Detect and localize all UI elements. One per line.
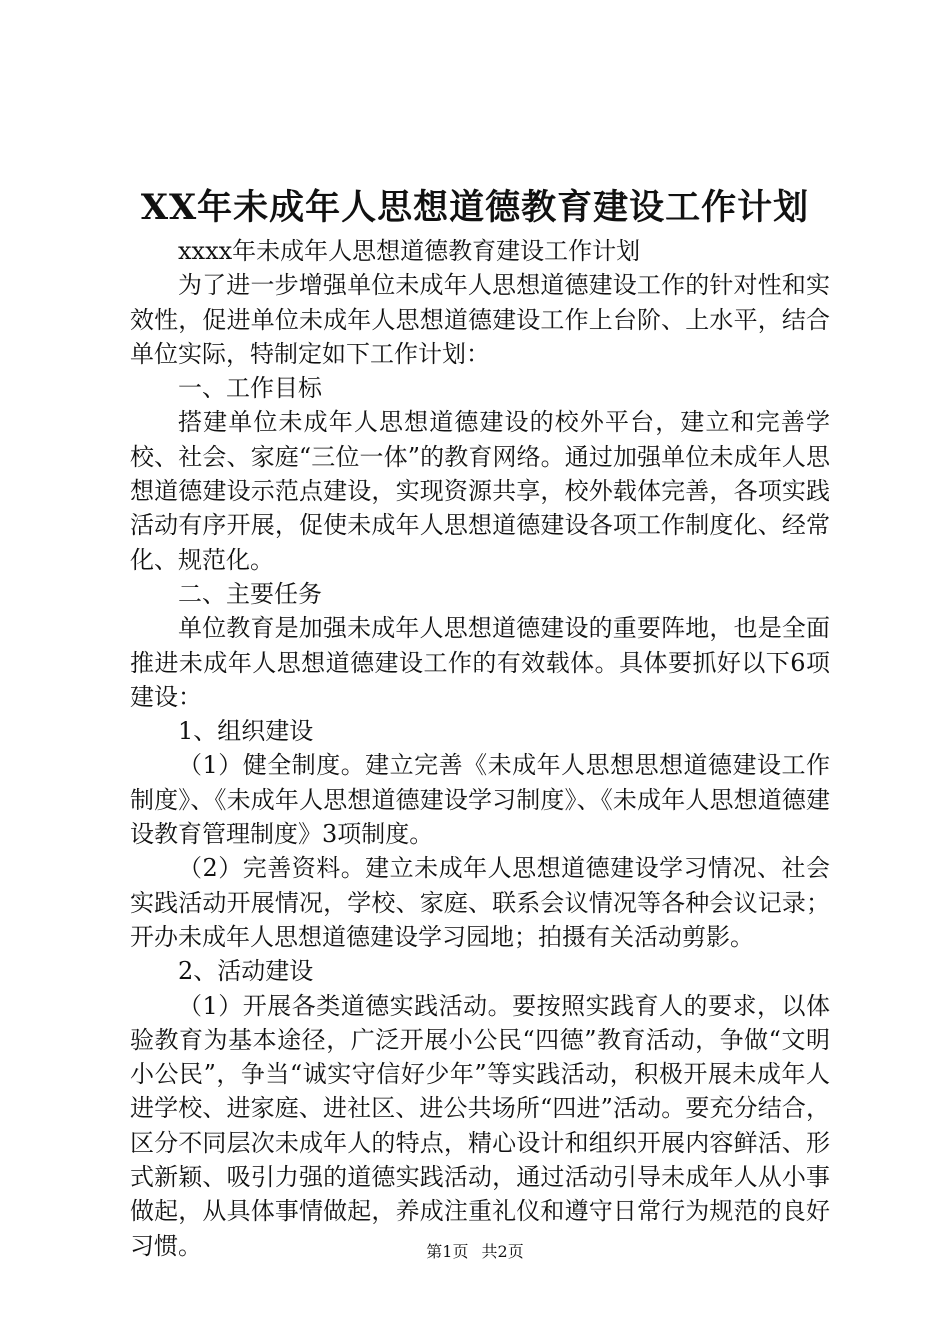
paragraph: xxxx年未成年人思想道德教育建设工作计划 [178,237,641,265]
document-title: XX年未成年人思想道德教育建设工作计划 [140,187,810,228]
paragraph: 为了进一步增强单位未成年人思想道德建设工作的针对性和实效性，促进单位未成年人思想道德建设工作上台阶、上水平，结合单位实际，特制定如下工作计划： [130,271,830,368]
page-footer [0,1240,950,1264]
paragraph: 搭建单位未成年人思想道德建设的校外平台，建立和完善学校、社会、家庭“三位一体”的教育网络。通过加强单位未成年人思想道德建设示范点建设，实现资源共享，校外载体完善，各项实践活动有序开展，促使未成年人思想道德建设各项工作制度化、经常化、规范化。 [130,408,830,574]
section-heading: 二、主要任务 [178,579,322,608]
paragraph: 单位教育是加强未成年人思想道德建设的重要阵地，也是全面推进未成年人思想道德建设工作的有效载体。具体要抓好以下6项建设： [130,614,830,711]
paragraph: （1）开展各类道德实践活动。要按照实践育人的要求，以体验教育为基本途径，广泛开展小公民“四德”教育活动，争做“文明小公民”，争当“诚实守信好少年”等实践活动，积极开展未成年人进学校、进家庭、进社区、进公共场所“四进”活动。要充分结合，区分不同层次未成年人的特点，精心设计和组织开展内容鲜活、形式新颖、吸引力强的道德实践活动，通过活动引导未成年人从小事做起，从具体事情做起，养成注重礼仪和遵守日常行为规范的良好习惯。 [130,991,830,1260]
section-heading: 一、工作目标 [178,374,322,403]
page-total: 共2页 [481,1242,524,1261]
paragraph: （2）完善资料。建立未成年人思想道德建设学习情况、社会实践活动开展情况，学校、家庭、联系会议情况等各种会议记录；开办未成年人思想道德建设学习园地；拍摄有关活动剪影。 [130,854,830,951]
paragraph: （1）健全制度。建立完善《未成年人思想思想道德建设工作制度》、《未成年人思想道德建设学习制度》、《未成年人思想道德建设教育管理制度》3项制度。 [130,751,830,849]
subsection-heading: 1、组织建设 [178,717,314,746]
page-number: 第1页 [426,1242,469,1261]
subsection-heading: 2、活动建设 [178,957,314,986]
document-body [130,234,830,1263]
